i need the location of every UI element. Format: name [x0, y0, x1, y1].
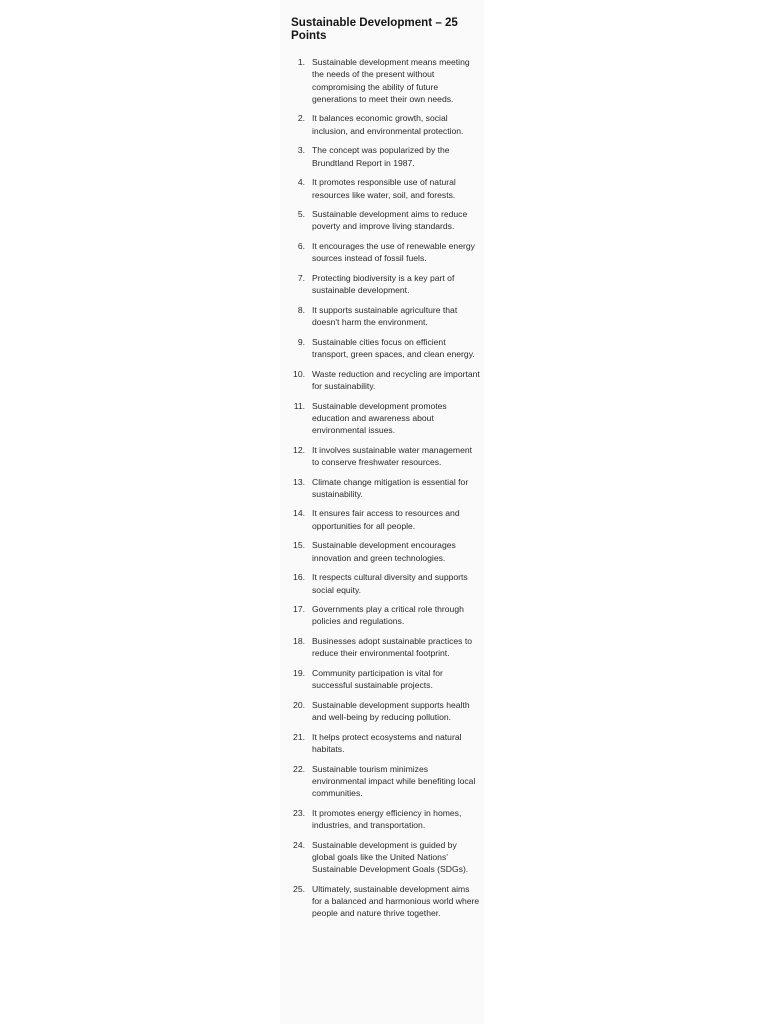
item-number: 10.	[293, 368, 305, 379]
item-number: 5.	[297, 209, 305, 220]
item-number: 19.	[293, 667, 305, 678]
item-text: The concept was popularized by the Brundtland Report in 1987.	[312, 145, 450, 168]
item-number: 15.	[293, 540, 305, 551]
list-item	[291, 731, 481, 756]
item-number: 8.	[297, 304, 305, 315]
list-item	[291, 368, 481, 393]
item-text: It involves sustainable water management to conserve freshwater resources.	[312, 444, 473, 467]
points-list	[291, 56, 481, 920]
list-item	[291, 476, 481, 501]
list-item	[291, 883, 481, 920]
item-number: 12.	[293, 444, 305, 455]
item-text: Sustainable development is guided by global goals like the United Nations' Sustainable Development Goals (SDGs).	[312, 839, 469, 875]
list-item	[291, 839, 481, 876]
item-text: It encourages the use of renewable energy sources instead of fossil fuels.	[312, 241, 475, 264]
item-number: 23.	[293, 807, 305, 818]
item-text: It respects cultural diversity and supports social equity.	[312, 572, 468, 595]
item-text: It helps protect ecosystems and natural habitats.	[312, 731, 462, 754]
item-text: Protecting biodiversity is a key part of sustainable development.	[312, 272, 455, 296]
list-item	[291, 667, 481, 692]
list-item	[291, 272, 481, 297]
item-text: It promotes energy efficiency in homes, industries, and transportation.	[312, 807, 462, 831]
item-text: It promotes responsible use of natural resources like water, soil, and forests.	[312, 177, 456, 200]
list-item	[291, 635, 481, 660]
item-number: 3.	[297, 145, 305, 156]
item-text: It supports sustainable agriculture that doesn't harm the environment.	[312, 304, 458, 328]
item-number: 13.	[293, 476, 305, 487]
item-number: 20.	[293, 699, 305, 710]
item-number: 18.	[293, 636, 305, 647]
item-number: 9.	[297, 336, 305, 347]
item-text: Sustainable cities focus on efficient transport, green spaces, and clean energy.	[312, 336, 475, 360]
document-title: Sustainable Development – 25 Points	[291, 16, 458, 42]
item-text: Waste reduction and recycling are important for sustainability.	[312, 368, 480, 391]
list-item	[291, 444, 481, 469]
item-number: 16.	[293, 572, 305, 583]
item-number: 1.	[297, 57, 305, 67]
item-number: 25.	[293, 883, 305, 894]
list-item	[291, 539, 481, 564]
list-item	[291, 112, 481, 137]
list-item	[291, 176, 481, 201]
item-number: 22.	[293, 763, 305, 774]
item-text: Climate change mitigation is essential for sustainability.	[312, 476, 469, 499]
item-number: 14.	[293, 508, 305, 519]
item-text: Sustainable tourism minimizes environmental impact while benefiting local communities.	[312, 763, 476, 799]
item-number: 7.	[297, 272, 305, 283]
item-text: Ultimately, sustainable development aims for a balanced and harmonious world where people and nature thrive together.	[312, 883, 480, 919]
item-text: Sustainable development means meeting the needs of the present without compromising the ability of future generations to meet their own needs.	[312, 57, 470, 104]
item-number: 2.	[297, 113, 305, 124]
item-text: Sustainable development aims to reduce poverty and improve living standards.	[312, 209, 468, 232]
item-number: 21.	[293, 731, 305, 742]
list-item	[291, 763, 481, 800]
item-number: 4.	[297, 177, 305, 188]
item-number: 24.	[293, 839, 305, 850]
item-number: 17.	[293, 604, 305, 615]
list-item	[291, 144, 481, 169]
item-text: Sustainable development encourages innovation and green technologies.	[312, 540, 456, 563]
list-item	[291, 208, 481, 233]
list-item	[291, 603, 481, 628]
list-item	[291, 400, 481, 437]
item-text: It ensures fair access to resources and opportunities for all people.	[312, 508, 460, 531]
item-text: Businesses adopt sustainable practices to reduce their environmental footprint.	[312, 636, 473, 659]
item-number: 6.	[297, 241, 305, 252]
list-item	[291, 240, 481, 265]
list-item	[291, 699, 481, 724]
document-content	[291, 16, 481, 927]
item-text: Governments play a critical role through policies and regulations.	[312, 604, 464, 627]
item-text: Sustainable development promotes education and awareness about environmental issues.	[312, 400, 447, 436]
list-item	[291, 336, 481, 361]
list-item	[291, 807, 481, 832]
item-text: Community participation is vital for successful sustainable projects.	[312, 667, 443, 691]
list-item	[291, 571, 481, 596]
item-number: 11.	[293, 400, 305, 411]
list-item	[291, 304, 481, 329]
list-item	[291, 507, 481, 532]
list-item	[291, 56, 481, 105]
item-text: Sustainable development supports health and well-being by reducing pollution.	[312, 699, 470, 723]
item-text: It balances economic growth, social inclusion, and environmental protection.	[312, 113, 464, 136]
